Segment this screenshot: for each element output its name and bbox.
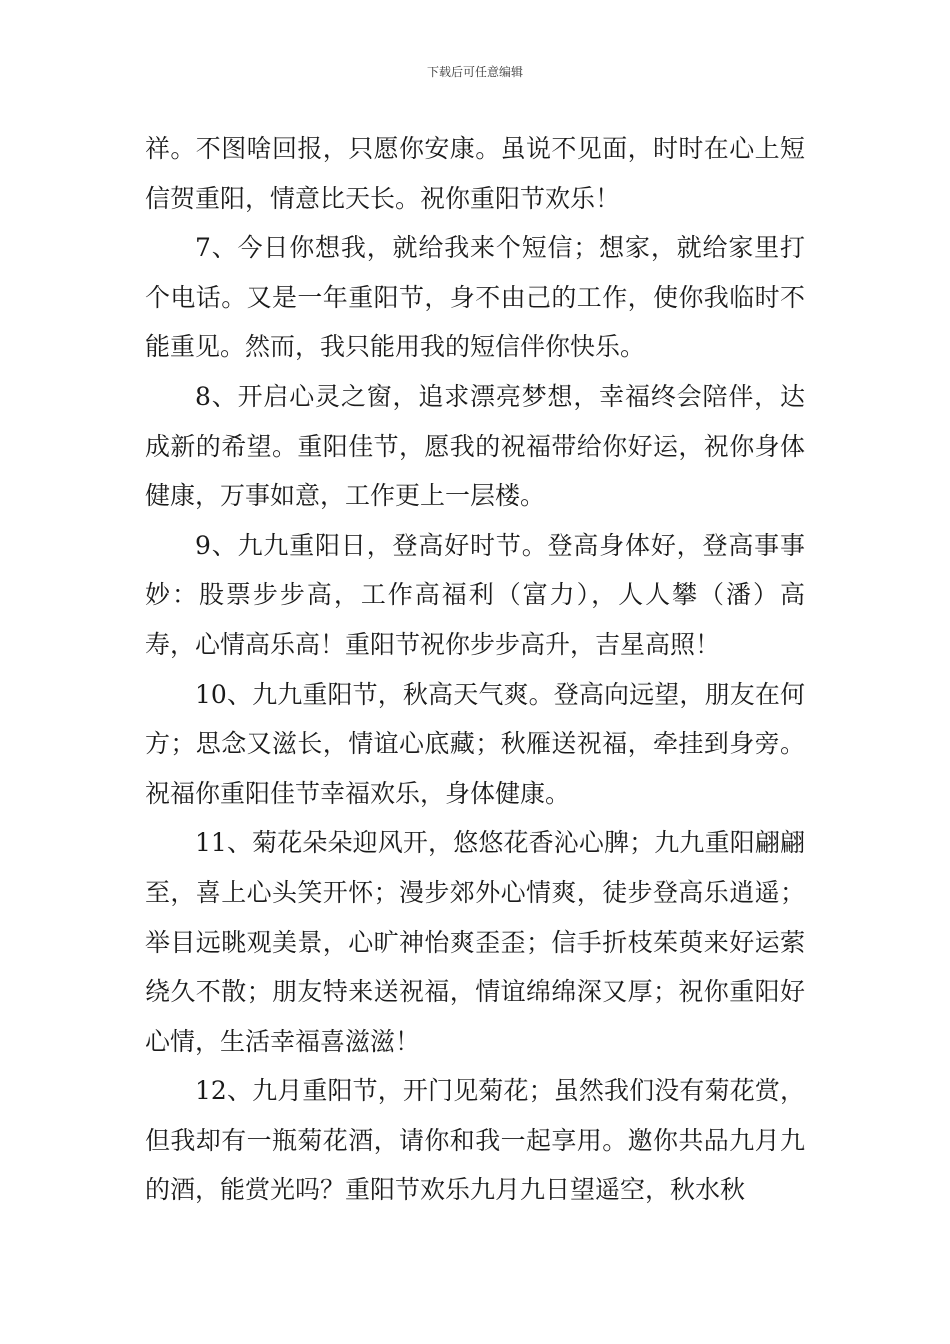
paragraph-item-12: 12、九月重阳节，开门见菊花；虽然我们没有菊花赏，但我却有一瓶菊花酒，请你和我一起享用。邀你共品九月九的酒，能赏光吗？重阳节欢乐九月九日望遥空，秋水秋 — [145, 1076, 805, 1205]
paragraph-continuation: 祥。不图啥回报，只愿你安康。虽说不见面，时时在心上短信贺重阳，情意比天长。祝你重阳节欢乐！ — [145, 134, 805, 213]
paragraph-item-7: 7、今日你想我，就给我来个短信；想家，就给家里打个电话。又是一年重阳节，身不由己的工作，使你我临时不能重见。然而，我只能用我的短信伴你快乐。 — [145, 233, 805, 362]
paragraph-item-10: 10、九九重阳节，秋高天气爽。登高向远望，朋友在何方；思念又滋长，情谊心底藏；秋雁送祝福，牵挂到身旁。祝福你重阳佳节幸福欢乐，身体健康。 — [145, 679, 805, 808]
paragraph-item-8: 8、开启心灵之窗，追求漂亮梦想，幸福终会陪伴，达成新的希望。重阳佳节，愿我的祝福带给你好运，祝你身体健康，万事如意，工作更上一层楼。 — [145, 381, 805, 511]
paragraph-item-11: 11、菊花朵朵迎风开，悠悠花香沁心脾；九九重阳翩翩至，喜上心头笑开怀；漫步郊外心情爽，徒步登高乐逍遥；举目远眺观美景，心旷神怡爽歪歪；信手折枝茱萸来好运萦绕久不散；朋友特来送祝福，情谊绵绵深又厚；祝你重阳好心情，生活幸福喜滋滋！ — [145, 828, 805, 1056]
page-header: 下载后可任意编辑 — [426, 65, 523, 79]
document-body — [145, 124, 805, 1215]
paragraph-item-9: 9、九九重阳日，登高好时节。登高身体好，登高事事妙：股票步步高，工作高福利（富力），人人攀（潘）高寿，心情高乐高！重阳节祝你步步高升，吉星高照！ — [145, 530, 805, 659]
